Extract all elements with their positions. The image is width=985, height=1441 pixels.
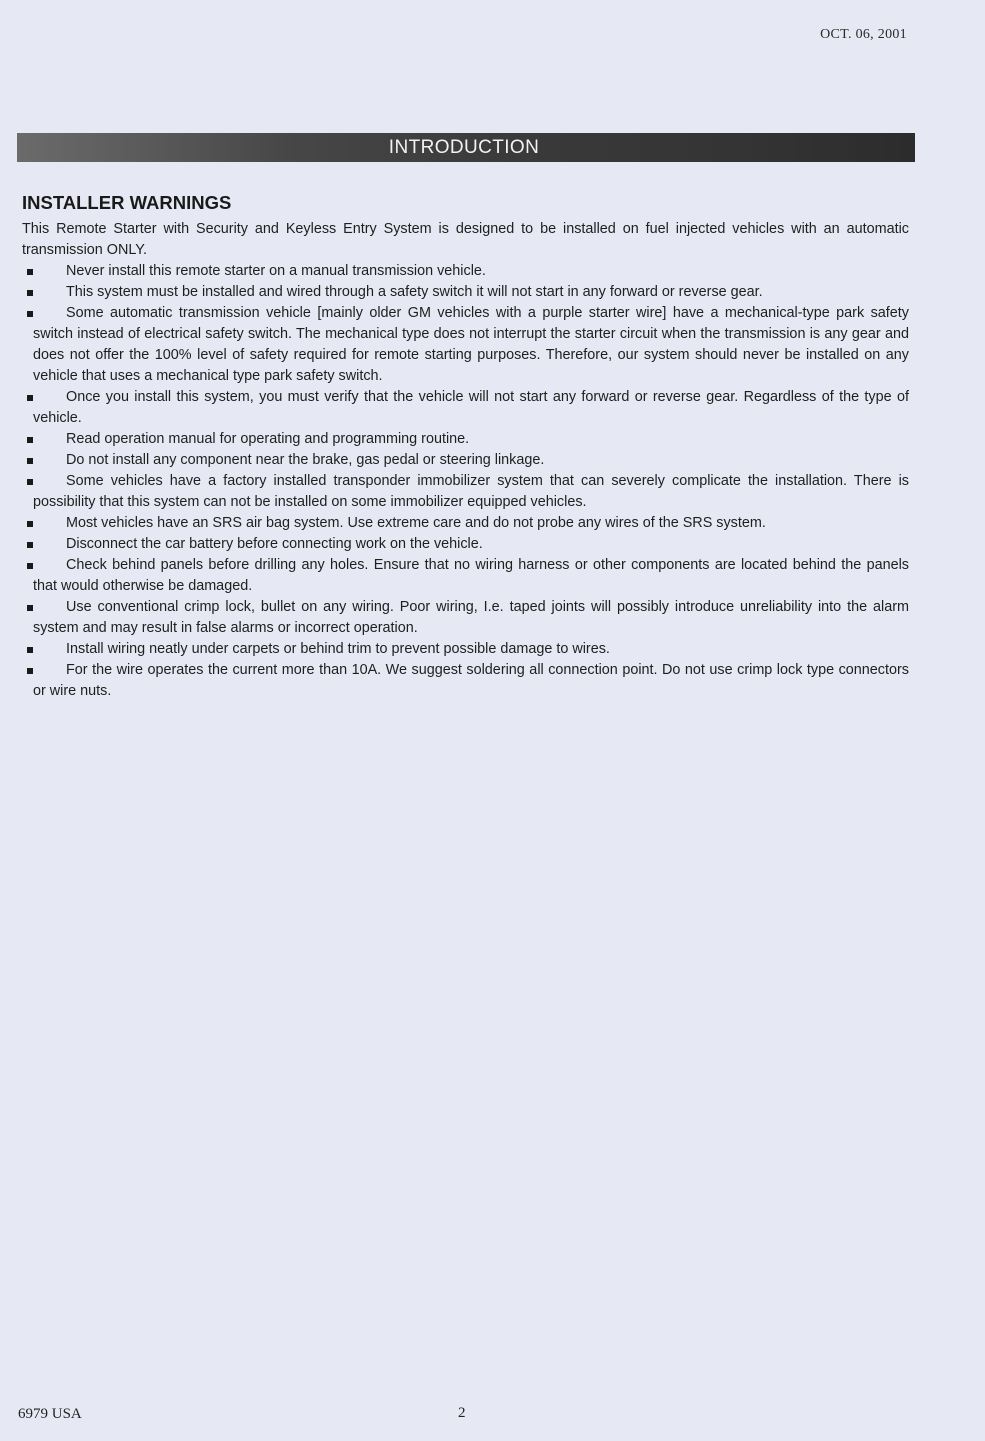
warnings-section — [22, 191, 909, 702]
warning-text: Never install this remote starter on a manual transmission vehicle. — [66, 263, 486, 279]
bullet-icon — [27, 311, 33, 317]
document-date: OCT. 06, 2001 — [820, 27, 907, 42]
warning-item — [22, 450, 909, 471]
warning-item — [22, 282, 909, 303]
bullet-icon — [27, 542, 33, 548]
warning-text: Install wiring neatly under carpets or behind trim to prevent possible damage to wires. — [66, 641, 610, 657]
section-heading: INSTALLER WARNINGS — [22, 192, 232, 213]
warnings-list — [22, 261, 909, 702]
bullet-icon — [27, 458, 33, 464]
warning-item — [22, 471, 909, 513]
bullet-icon — [27, 563, 33, 569]
warning-text: Disconnect the car battery before connecting work on the vehicle. — [66, 536, 483, 552]
warning-text: Most vehicles have an SRS air bag system. Use extreme care and do not probe any wires of the SRS system. — [66, 515, 766, 531]
bullet-icon — [27, 605, 33, 611]
page-number: 2 — [458, 1405, 466, 1421]
warning-item — [22, 261, 909, 282]
warning-text: Some automatic transmission vehicle [mainly older GM vehicles with a purple starter wire] have a mechanical-type park safety switch instead of electrical safety switch. The mechanical type does not interrupt the starter circuit when the transmission is any gear and does not offer the 100% level of safety required for remote starting purposes. Therefore, our system should never be installed on any vehicle that uses a mechanical type park safety switch. — [33, 305, 909, 384]
warning-item — [22, 513, 909, 534]
warning-text: This system must be installed and wired through a safety switch it will not start in any forward or reverse gear. — [66, 284, 763, 300]
warning-item — [22, 303, 909, 387]
warning-text: Read operation manual for operating and programming routine. — [66, 431, 470, 447]
bullet-icon — [27, 395, 33, 401]
bullet-icon — [27, 521, 33, 527]
bullet-icon — [27, 647, 33, 653]
bullet-icon — [27, 437, 33, 443]
bullet-icon — [27, 269, 33, 275]
warning-item — [22, 429, 909, 450]
warning-item — [22, 534, 909, 555]
model-number: 6979 USA — [18, 1406, 82, 1422]
warning-text: Use conventional crimp lock, bullet on any wiring. Poor wiring, I.e. taped joints will possibly introduce unreliability into the alarm system and may result in false alarms or incorrect operation. — [33, 599, 909, 636]
warning-item — [22, 387, 909, 429]
warning-item — [22, 639, 909, 660]
warning-text: Once you install this system, you must verify that the vehicle will not start any forward or reverse gear. Regardless of the type of vehicle. — [33, 389, 909, 426]
warning-item — [22, 555, 909, 597]
intro-paragraph: This Remote Starter with Security and Keyless Entry System is designed to be installed on fuel injected vehicles with an automatic transmission ONLY. — [22, 221, 909, 258]
bullet-icon — [27, 290, 33, 296]
warning-item — [22, 597, 909, 639]
warning-item — [22, 660, 909, 702]
warning-text: Some vehicles have a factory installed transponder immobilizer system that can severely complicate the installation. There is possibility that this system can not be installed on some immobilizer equipped vehicles. — [33, 473, 909, 510]
warning-text: For the wire operates the current more than 10A. We suggest soldering all connection point. Do not use crimp lock type connectors or wire nuts. — [33, 662, 909, 699]
bullet-icon — [27, 668, 33, 674]
warning-text: Do not install any component near the brake, gas pedal or steering linkage. — [66, 452, 545, 468]
bullet-icon — [27, 479, 33, 485]
section-banner — [17, 133, 915, 162]
banner-title: INTRODUCTION — [388, 136, 540, 158]
warning-text: Check behind panels before drilling any holes. Ensure that no wiring harness or other components are located behind the panels that would otherwise be damaged. — [33, 557, 909, 594]
